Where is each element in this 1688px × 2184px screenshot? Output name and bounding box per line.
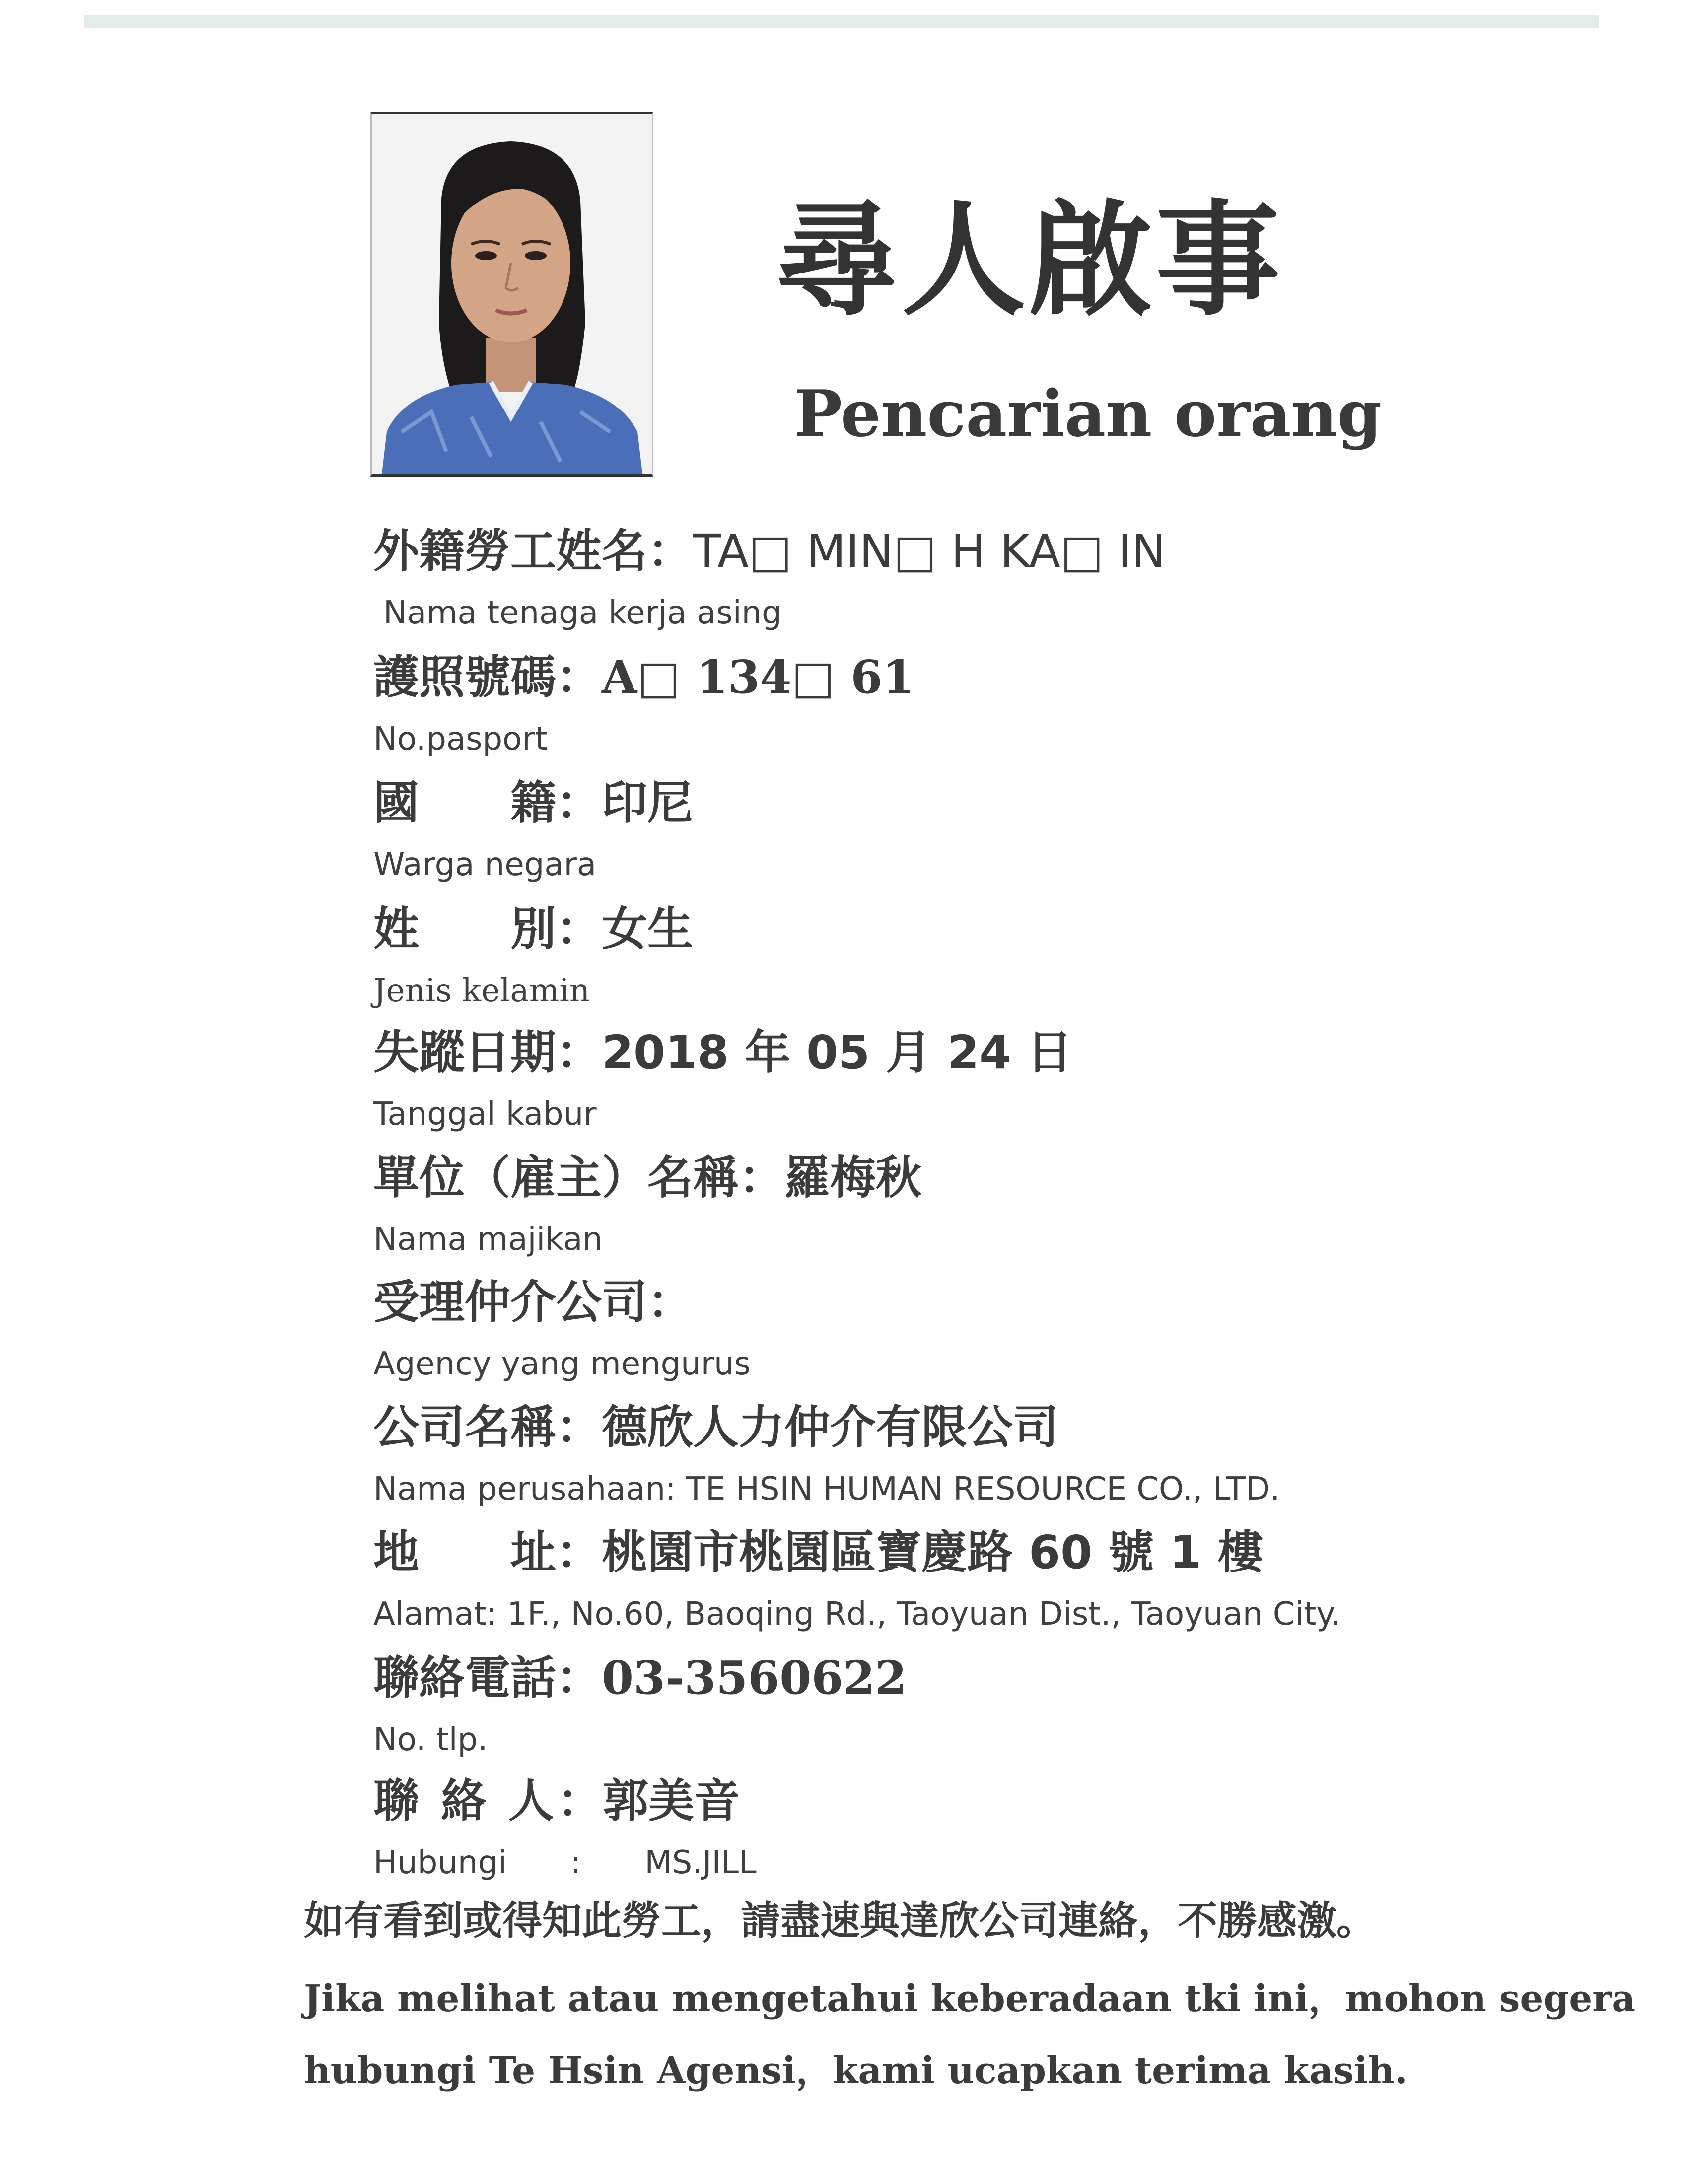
page-title-indonesian: Pencarian orang [794,377,1382,451]
gender-label-id: Jenis kelamin [373,972,590,1009]
field-phone [373,1651,907,1758]
missing-person-photo [370,112,653,477]
field-colon: ： [556,651,602,704]
missing-date-label-id: Tanggal kabur [373,1096,597,1133]
address-label-id: Alamat: 1F., No.60, Baoqing Rd., Taoyuan Dist., Taoyuan City. [373,1596,1341,1633]
field-colon: ： [556,776,602,829]
field-worker-name-zh [373,525,1166,578]
field-label: 聯 絡 人 [373,1774,558,1828]
page-title-chinese: 尋人啟事 [774,188,1283,333]
footer-note-indonesian-line2: hubungi Te Hsin Agensi，kami ucapkan terima kasih. [304,2049,1407,2092]
field-colon: ： [557,1774,603,1828]
passport-label-id: No.pasport [373,721,548,757]
field-colon: ： [556,1651,602,1705]
contact-person-label-id: Hubungi : MS.JILL [373,1844,757,1881]
missing-date-value: 2018 年 05 月 24 日 [602,1026,1073,1079]
employer-label-id: Nama majikan [373,1221,603,1258]
company-name-label-id: Nama perusahaan: TE HSIN HUMAN RESOURCE CO., LTD. [373,1471,1280,1507]
worker-name-value: TA□ MIN□ H KA□ IN [693,525,1166,578]
field-colon: ： [556,1026,602,1079]
phone-value: 03-3560622 [602,1651,907,1705]
field-label: 姓 別 [373,902,557,956]
field-label: 護照號碼 [373,651,557,704]
field-worker-name [373,525,1166,631]
employer-value: 羅梅秋 [784,1151,922,1204]
contact-person-value: 郭美音 [603,1774,740,1828]
company-name-value: 德欣人力仲介有限公司 [602,1401,1059,1454]
field-colon: ： [556,902,602,956]
phone-label-id: No. tlp. [373,1721,488,1758]
field-colon: ： [739,1151,785,1204]
passport-value: A□ 134□ 61 [602,650,914,704]
field-label: 國 籍 [373,776,557,829]
field-label: 失蹤日期 [373,1026,557,1079]
gender-value: 女生 [602,902,694,956]
field-employer [373,1151,922,1258]
field-label: 外籍勞工姓名 [373,525,648,578]
field-passport [373,650,914,757]
field-gender [373,902,694,1009]
footer-note-chinese: 如有看到或得知此勞工，請盡速與達欣公司連絡，不勝感激。 [304,1898,1376,1944]
field-label: 聯絡電話 [373,1651,557,1705]
field-agency [373,1276,751,1382]
field-label: 單位（雇主）名稱 [373,1151,739,1204]
address-value: 桃園市桃園區寶慶路 60 號 1 樓 [602,1526,1264,1579]
field-contact-person [373,1774,757,1881]
nationality-label-id: Warga negara [373,846,597,883]
field-label: 地 址 [373,1526,557,1579]
footer-note-indonesian-line1: Jika melihat atau mengetahui keberadaan tki ini，mohon segera [304,1978,1636,2020]
field-company-name [373,1401,1280,1507]
worker-name-label-id: Nama tenaga kerja asing [383,595,782,631]
portrait-photo-icon [372,114,652,474]
agency-label-id: Agency yang mengurus [373,1346,751,1382]
top-divider [84,15,1599,28]
field-address [373,1526,1341,1633]
field-nationality [373,776,694,883]
field-label: 受理仲介公司 [373,1276,648,1329]
field-label: 公司名稱 [373,1401,557,1454]
field-colon: ： [647,525,694,578]
nationality-value: 印尼 [602,776,694,829]
field-colon: ： [647,1276,694,1329]
field-colon: ： [556,1526,602,1579]
field-missing-date [373,1026,1073,1133]
field-colon: ： [556,1401,602,1454]
